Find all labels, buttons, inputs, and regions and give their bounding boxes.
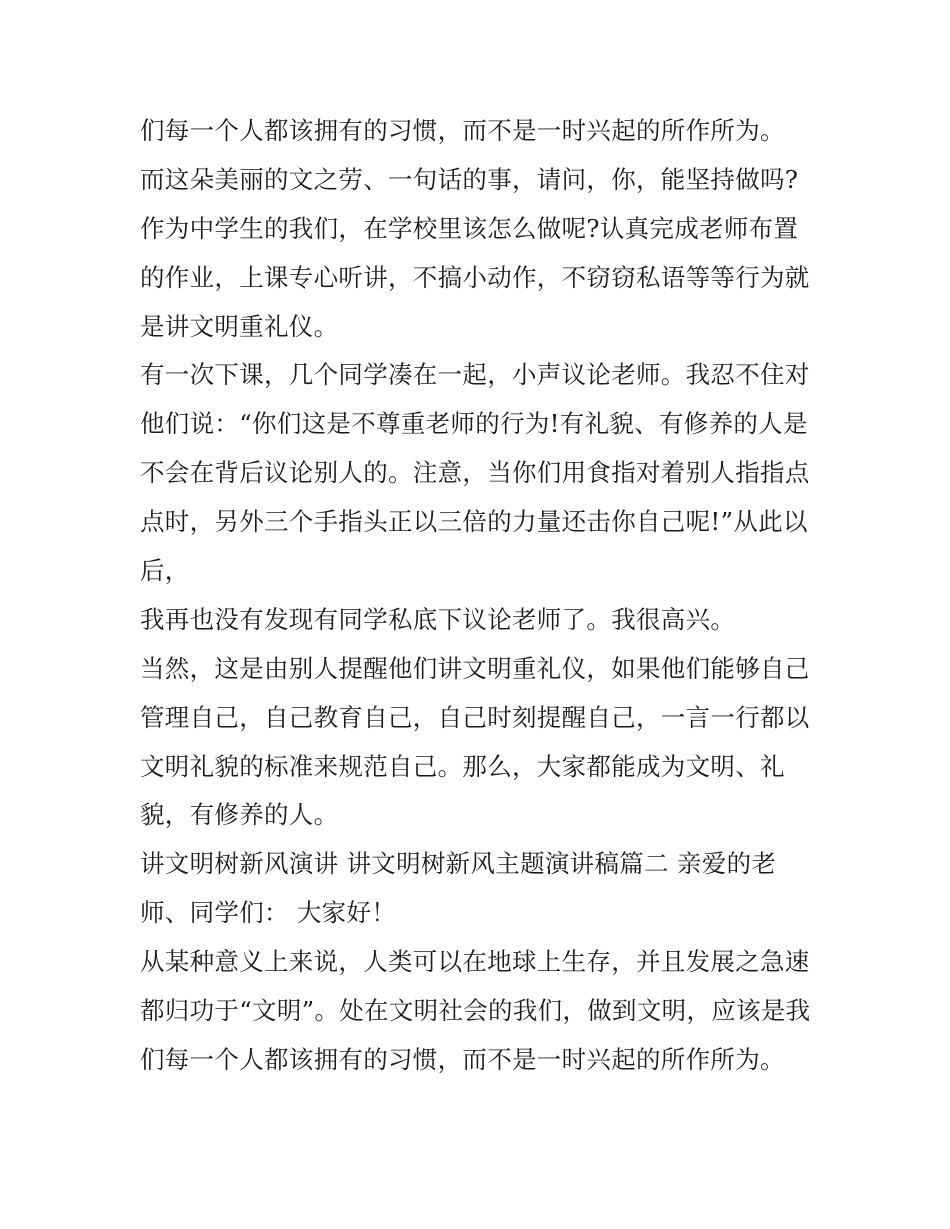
- text-line: 讲文明树新风演讲 讲文明树新风主题演讲稿篇二 亲爱的老: [140, 849, 777, 879]
- text-line: 点时，另外三个手指头正以三倍的力量还击你自己呢!”从此以: [140, 507, 808, 537]
- document-body: [140, 107, 820, 1085]
- text-line: 他们说：“你们这是不尊重老师的行为!有礼貌、有修养的人是: [140, 409, 808, 439]
- text-line: 而这朵美丽的文之劳、一句话的事，请问，你，能坚持做吗?: [140, 164, 799, 194]
- text-line: 的作业，上课专心听讲，不搞小动作，不窃窃私语等等行为就: [140, 262, 810, 292]
- text-line: 我再也没有发现有同学私底下议论老师了。我很高兴。: [140, 604, 736, 634]
- text-line: 后，: [140, 556, 190, 586]
- text-line: 们每一个人都该拥有的习惯，而不是一时兴起的所作所为。: [140, 1044, 785, 1074]
- text-line: 文明礼貌的标准来规范自己。那么，大家都能成为文明、礼: [140, 751, 785, 781]
- text-line: 不会在背后议论别人的。注意，当你们用食指对着别人指指点: [140, 458, 810, 488]
- text-line: 从某种意义上来说，人类可以在地球上生存，并且发展之急速: [140, 947, 810, 977]
- text-line: 们每一个人都该拥有的习惯，而不是一时兴起的所作所为。: [140, 116, 785, 145]
- text-line: 师、同学们： 大家好！: [140, 898, 397, 928]
- text-line: 管理自己，自己教育自己，自己时刻提醒自己，一言一行都以: [140, 702, 810, 732]
- text-line: 貌，有修养的人。: [140, 800, 339, 830]
- text-line: 是讲文明重礼仪。: [140, 311, 339, 341]
- text-line: 当然，这是由别人提醒他们讲文明重礼仪，如果他们能够自己: [140, 653, 810, 683]
- text-line: 有一次下课，几个同学凑在一起，小声议论老师。我忍不住对: [140, 360, 810, 390]
- text-line: 作为中学生的我们，在学校里该怎么做呢?认真完成老师布置: [140, 213, 799, 243]
- text-line: 都归功于“文明”。处在文明社会的我们，做到文明，应该是我: [140, 996, 811, 1026]
